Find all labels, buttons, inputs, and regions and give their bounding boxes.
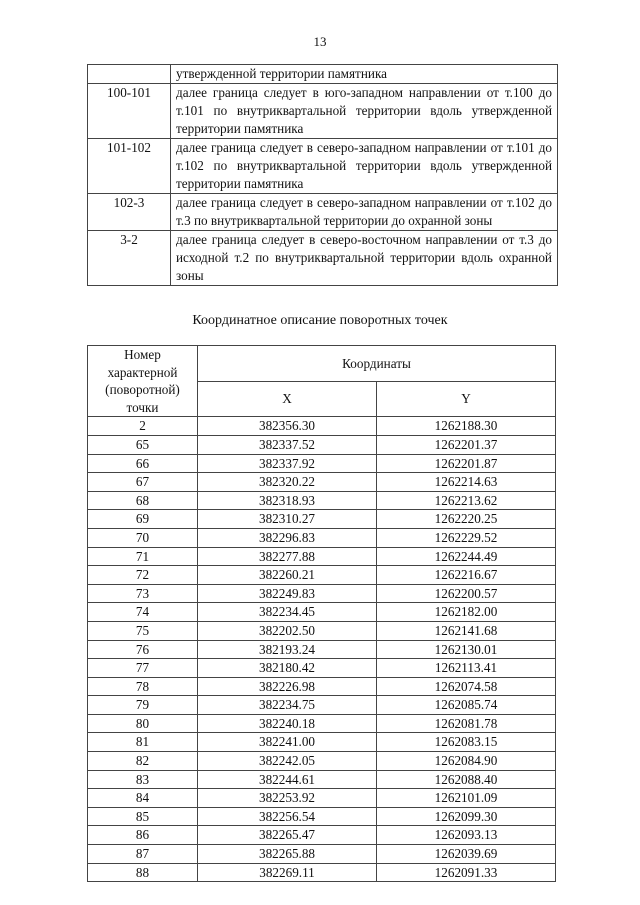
y-coordinate-cell: 1262081.78 — [377, 714, 556, 733]
table-row — [88, 696, 556, 715]
y-coordinate-cell: 1262216.67 — [377, 566, 556, 585]
y-coordinate-cell: 1262188.30 — [377, 417, 556, 436]
point-number-cell: 78 — [88, 677, 198, 696]
x-coordinate-cell: 382240.18 — [198, 714, 377, 733]
x-coordinate-cell: 382193.24 — [198, 640, 377, 659]
header-point-number: Номер характерной (поворотной) точки — [88, 346, 198, 417]
x-coordinate-cell: 382277.88 — [198, 547, 377, 566]
point-number-cell: 74 — [88, 603, 198, 622]
y-coordinate-cell: 1262091.33 — [377, 863, 556, 882]
table-row — [88, 640, 556, 659]
y-coordinate-cell: 1262220.25 — [377, 510, 556, 529]
point-number-cell: 81 — [88, 733, 198, 752]
y-coordinate-cell: 1262201.37 — [377, 435, 556, 454]
boundary-row — [88, 139, 558, 194]
y-coordinate-cell: 1262201.87 — [377, 454, 556, 473]
x-coordinate-cell: 382318.93 — [198, 491, 377, 510]
y-coordinate-cell: 1262093.13 — [377, 826, 556, 845]
x-coordinate-cell: 382356.30 — [198, 417, 377, 436]
boundary-description-table — [87, 64, 558, 286]
x-coordinate-cell: 382226.98 — [198, 677, 377, 696]
description-cell: далее граница следует в северо-западном направлении от т.101 до т.102 по внутриквартальной территории вдоль утвержденной территории памятника — [171, 139, 558, 194]
table-row — [88, 677, 556, 696]
point-number-cell: 83 — [88, 770, 198, 789]
x-coordinate-cell: 382256.54 — [198, 807, 377, 826]
table-row — [88, 807, 556, 826]
point-number-cell: 77 — [88, 659, 198, 678]
x-coordinate-cell: 382269.11 — [198, 863, 377, 882]
x-coordinate-cell: 382310.27 — [198, 510, 377, 529]
segment-cell: 3-2 — [88, 231, 171, 286]
y-coordinate-cell: 1262229.52 — [377, 528, 556, 547]
x-coordinate-cell: 382244.61 — [198, 770, 377, 789]
boundary-row — [88, 84, 558, 139]
table-row — [88, 845, 556, 864]
x-coordinate-cell: 382249.83 — [198, 584, 377, 603]
point-number-cell: 2 — [88, 417, 198, 436]
point-number-cell: 75 — [88, 621, 198, 640]
x-coordinate-cell: 382241.00 — [198, 733, 377, 752]
y-coordinate-cell: 1262088.40 — [377, 770, 556, 789]
x-coordinate-cell: 382265.47 — [198, 826, 377, 845]
table-row — [88, 510, 556, 529]
table-row — [88, 770, 556, 789]
table-row — [88, 584, 556, 603]
coordinates-title: Координатное описание поворотных точек — [192, 313, 448, 328]
y-coordinate-cell: 1262200.57 — [377, 584, 556, 603]
point-number-cell: 79 — [88, 696, 198, 715]
header-y: Y — [377, 381, 556, 417]
y-coordinate-cell: 1262099.30 — [377, 807, 556, 826]
description-cell: утвержденной территории памятника — [171, 65, 558, 84]
segment-cell — [88, 65, 171, 84]
y-coordinate-cell: 1262084.90 — [377, 752, 556, 771]
table-row — [88, 547, 556, 566]
point-number-cell: 66 — [88, 454, 198, 473]
point-number-cell: 76 — [88, 640, 198, 659]
table-row — [88, 473, 556, 492]
description-cell: далее граница следует в северо-западном направлении от т.102 до т.3 по внутриквартальной территории до охранной зоны — [171, 194, 558, 231]
segment-cell: 101-102 — [88, 139, 171, 194]
x-coordinate-cell: 382180.42 — [198, 659, 377, 678]
segment-cell: 100-101 — [88, 84, 171, 139]
y-coordinate-cell: 1262039.69 — [377, 845, 556, 864]
table-row — [88, 491, 556, 510]
table-row — [88, 603, 556, 622]
point-number-cell: 86 — [88, 826, 198, 845]
point-number-cell: 84 — [88, 789, 198, 808]
table-row — [88, 863, 556, 882]
y-coordinate-cell: 1262244.49 — [377, 547, 556, 566]
x-coordinate-cell: 382260.21 — [198, 566, 377, 585]
point-number-cell: 67 — [88, 473, 198, 492]
x-coordinate-cell: 382234.75 — [198, 696, 377, 715]
table-row — [88, 528, 556, 547]
description-cell: далее граница следует в северо-восточном направлении от т.3 до исходной т.2 по внутриквартальной территории вдоль охранной зоны — [171, 231, 558, 286]
y-coordinate-cell: 1262141.68 — [377, 621, 556, 640]
x-coordinate-cell: 382202.50 — [198, 621, 377, 640]
y-coordinate-cell: 1262083.15 — [377, 733, 556, 752]
boundary-row — [88, 231, 558, 286]
point-number-cell: 85 — [88, 807, 198, 826]
point-number-cell: 80 — [88, 714, 198, 733]
table-row — [88, 714, 556, 733]
header-x: X — [198, 381, 377, 417]
point-number-cell: 73 — [88, 584, 198, 603]
table-row — [88, 417, 556, 436]
page-number: 13 — [313, 34, 327, 49]
segment-cell: 102-3 — [88, 194, 171, 231]
y-coordinate-cell: 1262074.58 — [377, 677, 556, 696]
table-row — [88, 826, 556, 845]
boundary-row — [88, 194, 558, 231]
y-coordinate-cell: 1262182.00 — [377, 603, 556, 622]
point-number-cell: 82 — [88, 752, 198, 771]
header-coordinates: Координаты — [198, 346, 556, 382]
table-row — [88, 659, 556, 678]
table-row — [88, 752, 556, 771]
x-coordinate-cell: 382296.83 — [198, 528, 377, 547]
x-coordinate-cell: 382242.05 — [198, 752, 377, 771]
point-number-cell: 68 — [88, 491, 198, 510]
boundary-row — [88, 65, 558, 84]
table-row — [88, 566, 556, 585]
x-coordinate-cell: 382337.92 — [198, 454, 377, 473]
x-coordinate-cell: 382320.22 — [198, 473, 377, 492]
y-coordinate-cell: 1262113.41 — [377, 659, 556, 678]
x-coordinate-cell: 382265.88 — [198, 845, 377, 864]
x-coordinate-cell: 382253.92 — [198, 789, 377, 808]
x-coordinate-cell: 382234.45 — [198, 603, 377, 622]
table-row — [88, 733, 556, 752]
point-number-cell: 72 — [88, 566, 198, 585]
table-row — [88, 621, 556, 640]
point-number-cell: 87 — [88, 845, 198, 864]
table-row — [88, 454, 556, 473]
point-number-cell: 71 — [88, 547, 198, 566]
y-coordinate-cell: 1262085.74 — [377, 696, 556, 715]
y-coordinate-cell: 1262213.62 — [377, 491, 556, 510]
y-coordinate-cell: 1262101.09 — [377, 789, 556, 808]
point-number-cell: 88 — [88, 863, 198, 882]
coordinates-table — [87, 345, 556, 882]
description-cell: далее граница следует в юго-западном направлении от т.100 до т.101 по внутриквартальной территории вдоль утвержденной территории памятника — [171, 84, 558, 139]
table-row — [88, 789, 556, 808]
point-number-cell: 65 — [88, 435, 198, 454]
y-coordinate-cell: 1262130.01 — [377, 640, 556, 659]
point-number-cell: 69 — [88, 510, 198, 529]
y-coordinate-cell: 1262214.63 — [377, 473, 556, 492]
point-number-cell: 70 — [88, 528, 198, 547]
table-row — [88, 435, 556, 454]
x-coordinate-cell: 382337.52 — [198, 435, 377, 454]
